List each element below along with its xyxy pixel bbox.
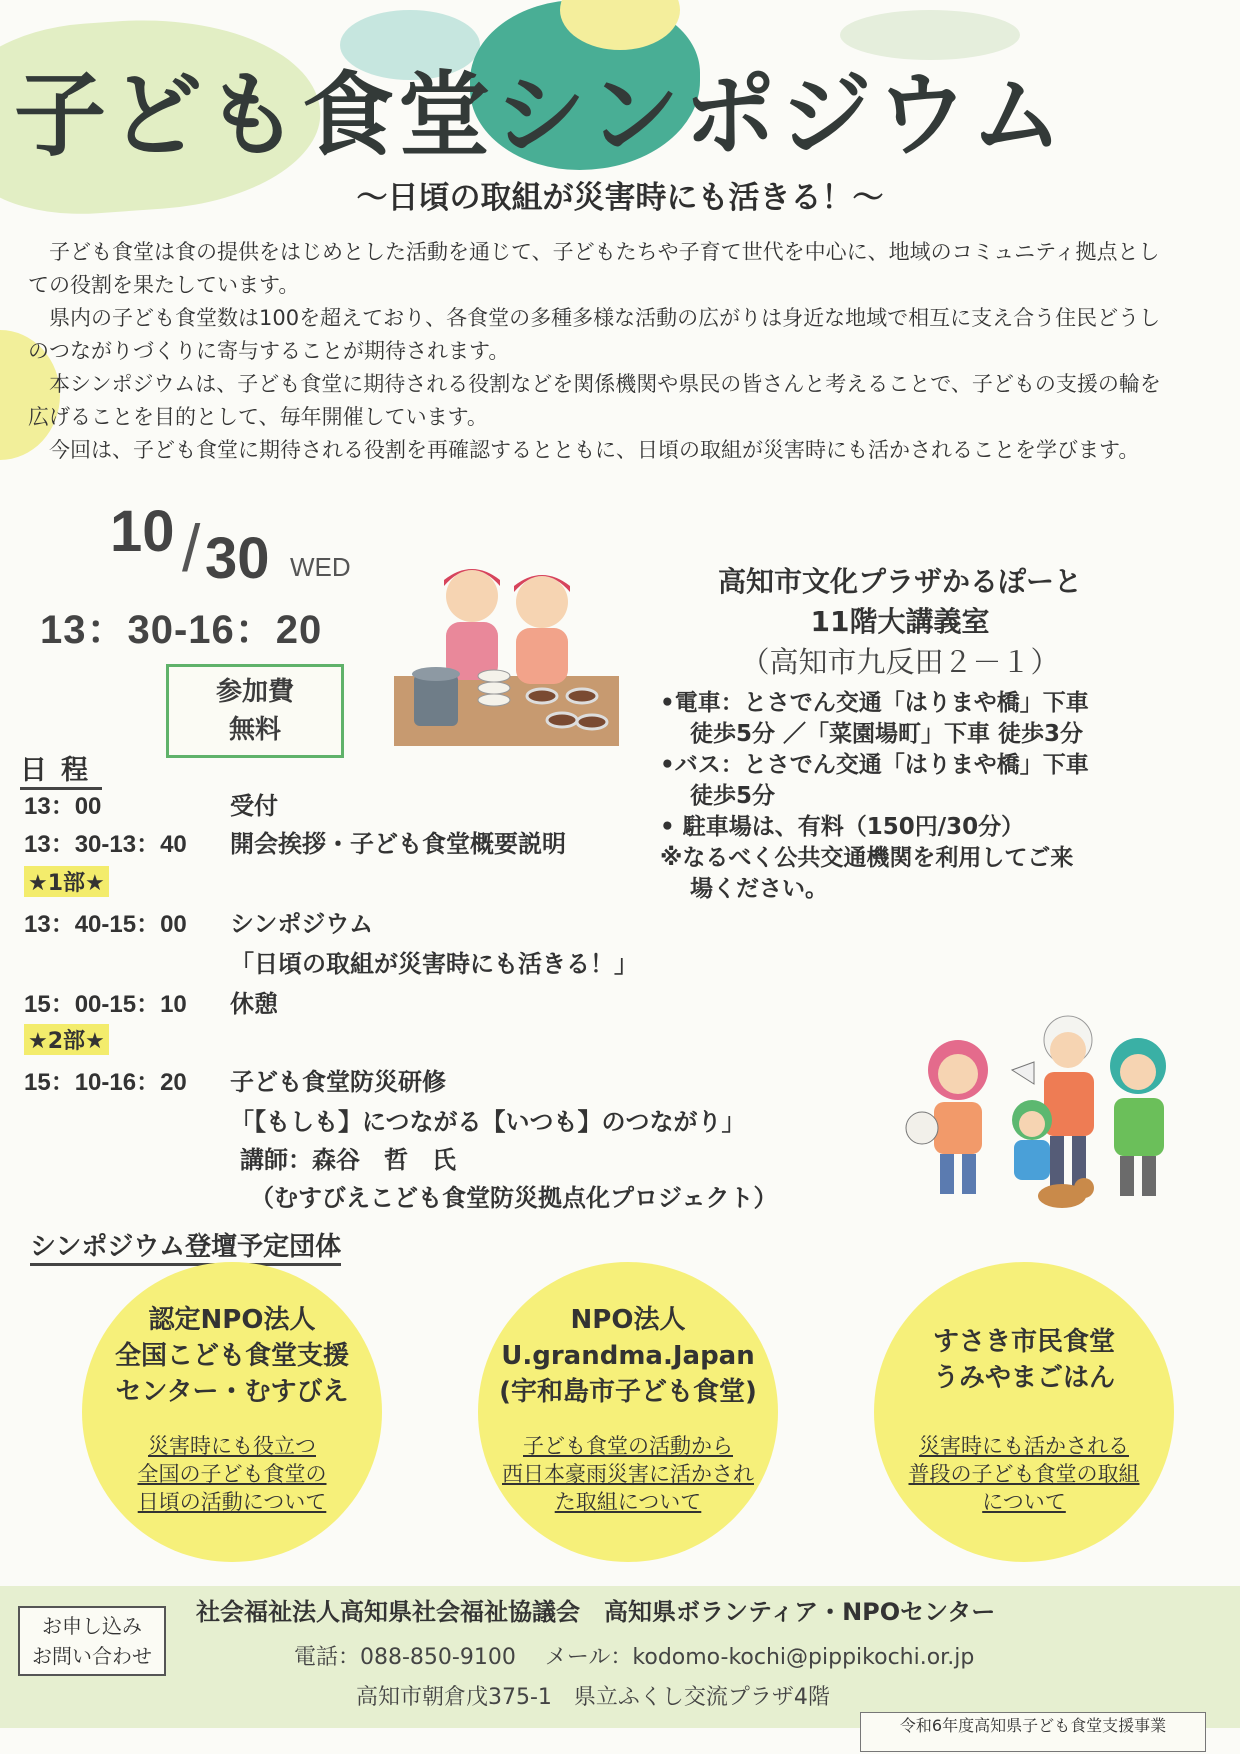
group-topic-line: 全国の子ども食堂の [137, 1462, 327, 1486]
page-subtitle: ～日頃の取組が災害時にも活きる！～ [356, 180, 884, 216]
intro-paragraph: 子ども食堂は食の提供をはじめとした活動を通じて、子どもたちや子育て世代を中心に、地域のコミュニティ拠点としての役割を果たしています。 [28, 240, 1160, 297]
fee-label: 参加費 [215, 677, 294, 707]
page-title: 子ども食堂シンポジウム [14, 62, 1067, 169]
schedule-row [24, 984, 278, 1019]
group-name-line: センター・むすびえ [115, 1377, 349, 1407]
schedule-row [24, 786, 278, 821]
event-weekday: WED [290, 552, 351, 582]
intro-paragraph: 本シンポジウムは、子ども食堂に期待される役割などを関係機関や県民の皆さんと考えることで、子どもの支援の輪を広げることを目的として、毎年開催しています。 [28, 372, 1161, 429]
date-slash: / [182, 511, 201, 585]
group-topic-line: について [982, 1490, 1066, 1514]
schedule-heading: 日程 [20, 748, 102, 790]
schedule-time: 13：40-15：00 [24, 911, 187, 938]
schedule-item: 受付 [230, 792, 278, 820]
group-name [874, 1324, 1174, 1396]
access-info [660, 688, 1200, 905]
group-name [478, 1302, 778, 1410]
part-badge: ★2部★ [24, 1024, 109, 1055]
schedule-item: 開会挨拶・子ども食堂概要説明 [230, 830, 566, 858]
group-name-line: 全国こども食堂支援 [114, 1341, 349, 1371]
venue-name: 高知市文化プラザかるぽーと [717, 565, 1082, 598]
group-topic-line: 普段の子ども食堂の取組 [908, 1462, 1140, 1486]
organizer-address: 高知市朝倉戊375-1 県立ふくし交流プラザ4階 [356, 1685, 830, 1710]
schedule-row [24, 824, 566, 859]
group-card [478, 1262, 778, 1562]
group-name-line: すさき市民食堂 [932, 1327, 1115, 1357]
group-topic-line: 西日本豪雨災害に活かされ [502, 1462, 754, 1486]
venue-info [640, 562, 1160, 682]
organizer-name: 社会福祉法人高知県社会福祉協議会 高知県ボランティア・NPOセンター [196, 1598, 996, 1626]
group-name-line: うみやまごはん [932, 1363, 1115, 1393]
access-line: •バス：とさでん交通「はりまや橋」下車 [660, 752, 1089, 778]
schedule-item: シンポジウム [230, 910, 374, 938]
schedule-row [24, 904, 373, 939]
intro-paragraph: 県内の子ども食堂数は100を超えており、各食堂の多種多様な活動の広がりは身近な地域で相互に支え合う住民どうしのつながりづくりに寄与することが期待されます。 [28, 306, 1161, 363]
symposium-theme: 「日頃の取組が災害時にも活きる！」 [230, 950, 638, 978]
schedule-time: 15：10-16：20 [24, 1069, 187, 1096]
group-card [82, 1262, 382, 1562]
fee-value: 無料 [228, 715, 281, 745]
access-line: • 駐車場は、有料（150円/30分） [660, 814, 1025, 840]
venue-room: 11階大講義室 [810, 605, 990, 638]
group-topic-line: 子ども食堂の活動から [523, 1434, 733, 1458]
group-topic-line: 日頃の活動について [137, 1490, 327, 1514]
fee-box [166, 664, 344, 758]
project-label: 令和6年度高知県子ども食堂支援事業 [860, 1712, 1206, 1752]
group-topic [478, 1432, 778, 1516]
intro-text [28, 236, 1178, 467]
schedule-time: 15：00-15：10 [24, 991, 187, 1018]
group-name-line: U.grandma.Japan [501, 1341, 755, 1371]
group-name-line: 認定NPO法人 [148, 1305, 316, 1335]
group-name-line: NPO法人 [570, 1305, 686, 1335]
group-topic-line: 災害時にも活かされる [919, 1434, 1129, 1458]
contact-label: お問い合わせ [32, 1644, 152, 1668]
evacuation-illustration [900, 1010, 1200, 1220]
access-line: •電車：とさでん交通「はりまや橋」下車 [660, 690, 1089, 716]
schedule-row [24, 1062, 446, 1097]
group-topic [82, 1432, 382, 1516]
lecturer-org: （むすびえこども食堂防災拠点化プロジェクト） [250, 1184, 778, 1212]
group-name-line: (宇和島市子ども食堂) [499, 1377, 757, 1407]
training-theme: 「【もしも】につながる【いつも】のつながり」 [230, 1108, 746, 1136]
group-topic [874, 1432, 1174, 1516]
schedule-item: 休憩 [230, 990, 278, 1018]
part-badge: ★1部★ [24, 866, 109, 897]
schedule-time: 13：30-13：40 [24, 831, 187, 858]
contact-label-box [18, 1606, 166, 1676]
schedule-item: 子ども食堂防災研修 [230, 1068, 446, 1096]
intro-paragraph: 今回は、子ども食堂に期待される役割を再確認するとともに、日頃の取組が災害時にも活かされることを学びます。 [49, 438, 1140, 462]
schedule-time: 13：00 [24, 793, 102, 820]
group-card [874, 1262, 1174, 1562]
groups-heading: シンポジウム登壇予定団体 [30, 1226, 341, 1266]
group-name [82, 1302, 382, 1410]
lecturer: 講師：森谷 哲 氏 [240, 1146, 456, 1174]
group-topic-line: 災害時にも役立つ [148, 1434, 316, 1458]
access-line: 徒歩5分 [690, 783, 776, 809]
cooking-illustration [394, 556, 624, 746]
event-month: 10 [110, 499, 175, 564]
access-line: ※なるべく公共交通機関を利用してご来 [660, 845, 1074, 871]
access-line: 徒歩5分 ／「菜園場町」下車 徒歩3分 [690, 721, 1084, 747]
event-day: 30 [205, 526, 270, 591]
group-topic-line: た取組について [554, 1490, 702, 1514]
contact-tel-email: 電話：088-850-9100 メール：kodomo-kochi@pippikochi.or.jp [294, 1645, 975, 1670]
venue-address: （高知市九反田２－１） [740, 645, 1060, 679]
access-line: 場ください。 [690, 876, 828, 902]
event-time: 13：30-16：20 [40, 608, 323, 652]
contact-label: お申し込み [42, 1614, 142, 1638]
